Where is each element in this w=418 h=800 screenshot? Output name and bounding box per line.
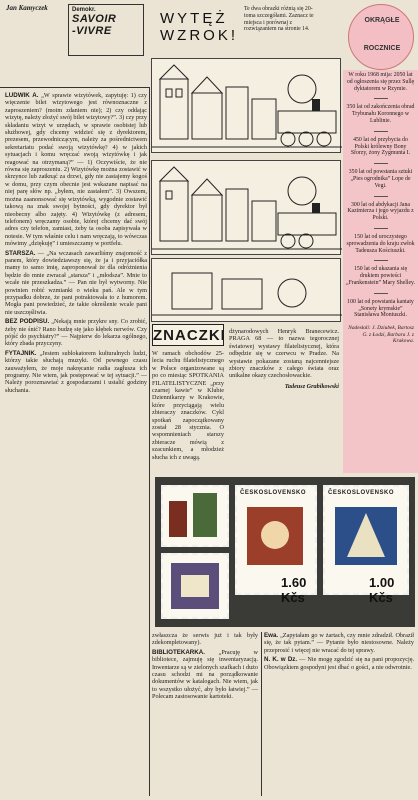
letter-signature: N. K. w Dz. <box>264 656 298 664</box>
letters-lower-right <box>264 632 414 796</box>
item-separator <box>374 196 388 197</box>
advice-column <box>5 92 147 794</box>
column-logo-line2: SAVOIR <box>72 13 117 25</box>
item-separator <box>374 131 388 132</box>
column-divider <box>149 88 150 796</box>
anniversary-item: 100 lat od powstania kantaty „Sonety krymskie” Stanisława Moniuszki. <box>347 298 414 319</box>
item-separator <box>374 260 388 261</box>
letter-text: — „Na wczasach zawarliśmy znajomość z panem, który dowiedziawszy się, że ja i przyjaciółka mamy to samo imię, zaproponował że dla odróżnienia będzie do mnie zwracał „starsza” i „młodsza”. Mnie to wcale nie przeszkadza.” — Pan nie był wytworny. Nie powinien robić wzmianki o wieku pań. Ale w tym przypadku dobrze, że pani potraktowała to z humorem. Mogła pani powiedzieć, że takie określenie wcale pani nie uszczęśliwia. <box>5 249 147 316</box>
column-divider <box>261 632 262 796</box>
letter-signature: STARSZA. <box>5 249 36 257</box>
column-logo-line1: Demokr. <box>72 7 96 13</box>
article-signature: Tadeusz Grabikowski <box>284 382 339 390</box>
item-separator <box>374 228 388 229</box>
letter-signature: BIBLIOTEKARKA. <box>152 648 205 656</box>
anniversaries-badge <box>348 4 414 70</box>
stamp-4 <box>161 553 229 619</box>
anniversary-item: 450 lat od przybycia do Polski królewny Bony Sforzy, żony Zygmunta I. <box>350 136 411 157</box>
letter-text: „Nekają mnie przykre sny. Co zrobić, żeby nie śnić? Rano budzę się jako kłębek nerwów. Czy pójść do psychiatry?” — Najpierw do lekarza ogólnego, który zbada przyczyny. <box>5 318 147 348</box>
item-separator <box>374 293 388 294</box>
letters-lower-middle <box>152 632 258 796</box>
item-separator <box>374 98 388 99</box>
stamp-country: ČESKOSLOVENSKO <box>240 490 307 496</box>
letter-ludwik <box>5 92 147 248</box>
puzzle-title-line1: WYTĘŻ <box>160 10 228 27</box>
stamp-1 <box>161 485 229 547</box>
letter-bibliotekarka <box>152 649 258 701</box>
anniversary-item: 350 lat od zakończenia obrad Trybunału Koronnego w Lublinie. <box>346 104 415 124</box>
stamp-value: 1.00 Kčs <box>369 575 395 605</box>
anniversary-item: 350 lat od powstania sztuki „Pies ogrodnika” Lope de Vegi. <box>348 169 413 189</box>
anniversaries-credit: Nadesłali: J. Dziubek, Bartosz G. z Łodzi, Barbara J. z Krakowa. <box>348 325 414 344</box>
letter-signature: BEZ PODPISU. <box>5 318 50 326</box>
anniversary-item: W roku 1968 mija: 2050 lat od ogłoszenia się przez Sullę dyktatorem w Rzymie. <box>346 72 415 92</box>
puzzle-title-line2: WZROK! <box>160 27 238 44</box>
letter-text: „Pracuję w bibliotece, zajmuję się inwentaryzacją. Inwentarze są w zielonych szafkach i dużo czasu schodzi mi na porządkowanie dokumentów w katalogach. Nie wiem, jak to wszystko ułożyć, aby było łatwiej.” — Polecam zastosowanie kartoteki. <box>152 648 258 701</box>
badge-word1: OKRĄGŁE <box>364 17 400 24</box>
stamp-3 <box>323 485 409 605</box>
stamp-value: 1.60 Kčs <box>281 575 307 605</box>
puzzle-instructions: Te dwa obrazki różnią się 20-toma szczegółami. Zaznacz te miejsca i porównaj z rozwiązaniem na stronie 14. <box>244 6 314 33</box>
letter-fytajnik <box>5 350 147 394</box>
stamps-photo <box>155 477 415 627</box>
letter-starsza <box>5 250 147 317</box>
badge-word2: ROCZNICE <box>363 45 401 52</box>
item-separator <box>374 163 388 164</box>
stamp-2 <box>235 485 317 605</box>
anniversary-item: 150 lat od ukazania się drukiem powieści „Frankenstein” Mary Shelley. <box>346 266 416 286</box>
letter-text: „Jestem sublokatorem kulturalnych ludzi, którzy takie słuchają muzyki. Od pewnego czasu zauważyłem, że moje nakręcanie radia zagłusza ich programy. Nie wiem, jak postępować w tej sytuacji.” — Należy porozmawiać z gospodarzami i ustalić godziny słuchania. <box>5 349 147 394</box>
puzzle-picture-detail <box>151 258 341 322</box>
puzzle-title <box>160 10 238 44</box>
stamps-section-title: ZNACZKI <box>152 324 224 346</box>
letter-nkw <box>264 656 414 671</box>
puzzle-picture-top <box>151 58 341 153</box>
letter-ewa <box>264 632 414 654</box>
stamp-country: ČESKOSLOVENSKO <box>328 490 395 496</box>
letter-bez-podpisu <box>5 318 147 348</box>
puzzle-picture-bottom <box>151 160 341 255</box>
anniversaries-column <box>343 70 418 473</box>
letter-text: — Nie mogę zgodzić się na pani propozycję. Obowiązkiem gospodyni jest dbać o gości, a nie odwrotnie. <box>264 656 414 671</box>
letter-text: „Zapytałam go w żartach, czy mnie zdradził. Obraził się, że tak pytam.” — Pytanie było niestosowne. Należy przeprosić i więcej nie wracać do tej sprawy. <box>264 632 414 654</box>
column-logo-line3: -VIVRE <box>72 25 112 37</box>
letter-signature: FYTAJNIK. <box>5 349 37 357</box>
stamps-article-col2 <box>229 328 339 474</box>
stamps-article-text: dżynarodowych Henryk Branecewicz. PRAGA 68 — to nazwa tegorocznej światowej wystawy filatelistycznej, która odbędzie się w czerwcu w Pradze. Na wystawie pokazane zostaną najcenniejsze zbiory znaczków z całego świata oraz unikalne okazy czechosłowackie. <box>229 328 339 380</box>
column-header <box>0 0 150 88</box>
letter-signature: LUDWIK A. <box>5 92 39 99</box>
author-name: Jan Kamyczek <box>6 4 48 12</box>
stamps-article-col1: W ramach obchodów 25-lecia ruchu filatelistycznego w Polsce organizowane są po co miesiąc SPOTKANIA FILATELISTYCZNE „przy czarnej kawie” w Klubie Dziennikarzy w Krakowie, które przyciągają wielu zbieraczy znaczków. Cykl spotkań zapoczątkowany został 28 stycznia. O wspomnieniach starszy zbieracze mówią z szacunkiem, a młodzież słucha ich z uwagą. <box>152 350 224 461</box>
anniversary-item: 300 lat od abdykacji Jana Kazimierza i jego wyjazdu z Polski. <box>347 201 414 222</box>
column-logo-box <box>68 4 144 56</box>
letter-signature: Ewa. <box>264 632 279 639</box>
letter-text: „W sprawie wizytówek, zapytuję: 1) czy więczenie bilet wizytowego jest równoznaczne z zaproszeniem? (moim zdaniem nie); 2) czy oddając wizytę, należy złożyć swój bilet wizytowy?”. 3) czy przy składaniu wizyt w urzędach, w sprawie osobistej lub służbowej, gdy chcemy widzieć się z dyrektorem, prezesem, przewodniczącym, należy za pośrednictwem sekretariatu podać swoją wizytówkę? 4) w jakich sytuacjach i komu wręczać swoją wizytówkę i jak reagować na otrzymaną?” — 1) Oczywiście, że nie równa się zaproszeniu. 2) Wizytówkę można zostawić w skrzynce lub zatknąć za drzwi, gdy nie zastajemy kogoś w domu, przy czym obecnie jest wskazane napisać na niej parę słów np. „byłem, nie zastałem”. 3) Owszem, można zaanonsować się wizytówką, wygodnie zostawić takową na znak swojej bytności, gdy dyrektor był nieobecny albo zajęty. 4) Wizytówkę (z adresem, telefonem) wręczamy osobie, której chcemy dać swój adres czy telefon, zamiast, żeby ta osoba zapisywała w notesie. W tym właśnie celu i nam wręczają, to wówczas mówimy „dziękuję” i umieszczamy w portfelu. <box>5 92 148 248</box>
anniversary-item: 150 lat od uroczystego sprowadzenia do kraju zwłok Tadeusza Kościuszki. <box>346 233 415 254</box>
letter-continuation: zwłaszcza że serwis już i tak były zdekompletowany). <box>152 632 258 647</box>
